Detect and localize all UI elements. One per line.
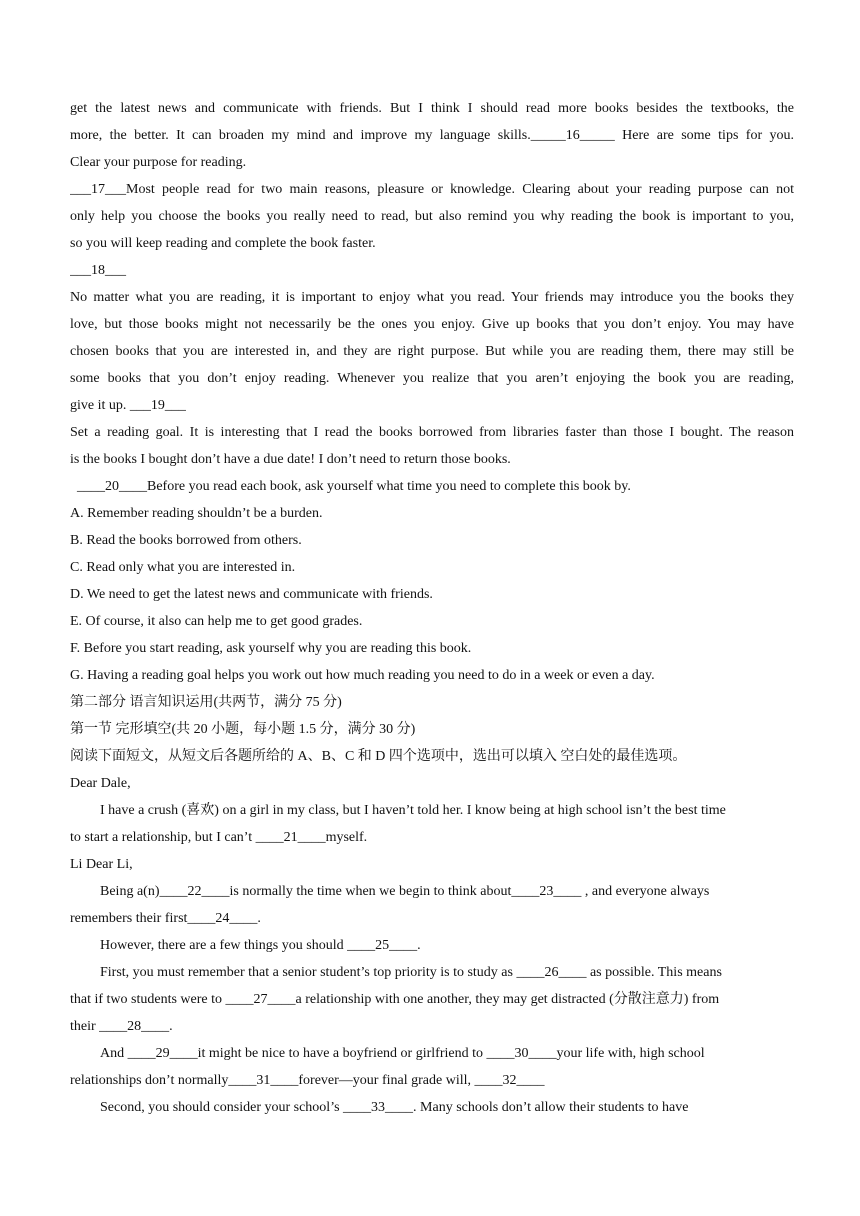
option-f: F. Before you start reading, ask yourself why you are reading this book. [70, 641, 472, 656]
option-d: D. We need to get the latest news and communicate with friends. [70, 587, 433, 602]
text-line: Second, you should consider your school’s ____33____. Many schools don’t allow their students to have [100, 1100, 689, 1115]
text-line: chosen books that you are interested in, and they are right purpose. But while you are reading them, there may still be [70, 344, 794, 359]
instructions: 阅读下面短文，从短文后各题所给的 A、B、C 和 D 四个选项中，选出可以填入 空白处的最佳选项。 [70, 749, 687, 764]
text-line: their ____28____. [70, 1019, 173, 1034]
text-line: only help you choose the books you really need to read, but also remind you why reading the book is important to you, [70, 209, 794, 224]
text-line: relationships don’t normally____31____forever—your final grade will, ____32____ [70, 1073, 545, 1088]
text-line: And ____29____it might be nice to have a boyfriend or girlfriend to ____30____your life with, high school [100, 1046, 705, 1061]
section-heading: 第二部分 语言知识运用(共两节，满分 75 分) [70, 695, 342, 710]
text-line: remembers their first____24____. [70, 911, 261, 926]
text-line: However, there are a few things you should ____25____. [100, 938, 421, 953]
text-line: to start a relationship, but I can’t ____21____myself. [70, 830, 368, 845]
text-line: Set a reading goal. It is interesting that I read the books borrowed from libraries faster than those I bought. The reason [70, 425, 794, 440]
option-c: C. Read only what you are interested in. [70, 560, 296, 575]
text-line: that if two students were to ____27____a relationship with one another, they may get distracted (分散注意力) from [70, 992, 720, 1007]
text-line: Being a(n)____22____is normally the time when we begin to think about____23____ , and everyone always [100, 884, 710, 899]
text-line: get the latest news and communicate with friends. But I think I should read more books besides the textbooks, the [70, 101, 794, 116]
text-line: love, but those books might not necessarily be the ones you enjoy. Give up books that you don’t enjoy. You may have [70, 317, 794, 332]
text-line: is the books I bought don’t have a due date! I don’t need to return those books. [70, 452, 511, 467]
option-g: G. Having a reading goal helps you work out how much reading you need to do in a week or even a day. [70, 668, 655, 683]
text-line: some books that you don’t enjoy reading. Whenever you realize that you aren’t enjoying the book you are reading, [70, 371, 794, 386]
letter-salutation: Dear Dale, [70, 776, 131, 791]
option-e: E. Of course, it also can help me to get good grades. [70, 614, 363, 629]
text-line: ____20____Before you read each book, ask yourself what time you need to complete this book by. [77, 479, 631, 494]
text-line: ___17___Most people read for two main reasons, pleasure or knowledge. Clearing about your reading purpose can not [70, 182, 794, 197]
text-line: First, you must remember that a senior student’s top priority is to study as ____26____ as possible. This means [100, 965, 722, 980]
text-line: ___18___ [70, 263, 126, 278]
subsection-heading: 第一节 完形填空(共 20 小题，每小题 1.5 分，满分 30 分) [70, 722, 416, 737]
text-line: so you will keep reading and complete the book faster. [70, 236, 376, 251]
text-line: No matter what you are reading, it is important to enjoy what you read. Your friends may introduce you the books they [70, 290, 794, 305]
text-line: I have a crush (喜欢) on a girl in my class, but I haven’t told her. I know being at high school isn’t the best time [100, 803, 726, 818]
document-page [70, 95, 794, 1121]
text-line: give it up. ___19___ [70, 398, 186, 413]
option-b: B. Read the books borrowed from others. [70, 533, 302, 548]
text-line: more, the better. It can broaden my mind and improve my language skills._____16_____ Here are some tips for you. [70, 128, 794, 143]
letter-salutation: Li Dear Li, [70, 857, 133, 872]
text-line: Clear your purpose for reading. [70, 155, 247, 170]
option-a: A. Remember reading shouldn’t be a burden. [70, 506, 323, 521]
